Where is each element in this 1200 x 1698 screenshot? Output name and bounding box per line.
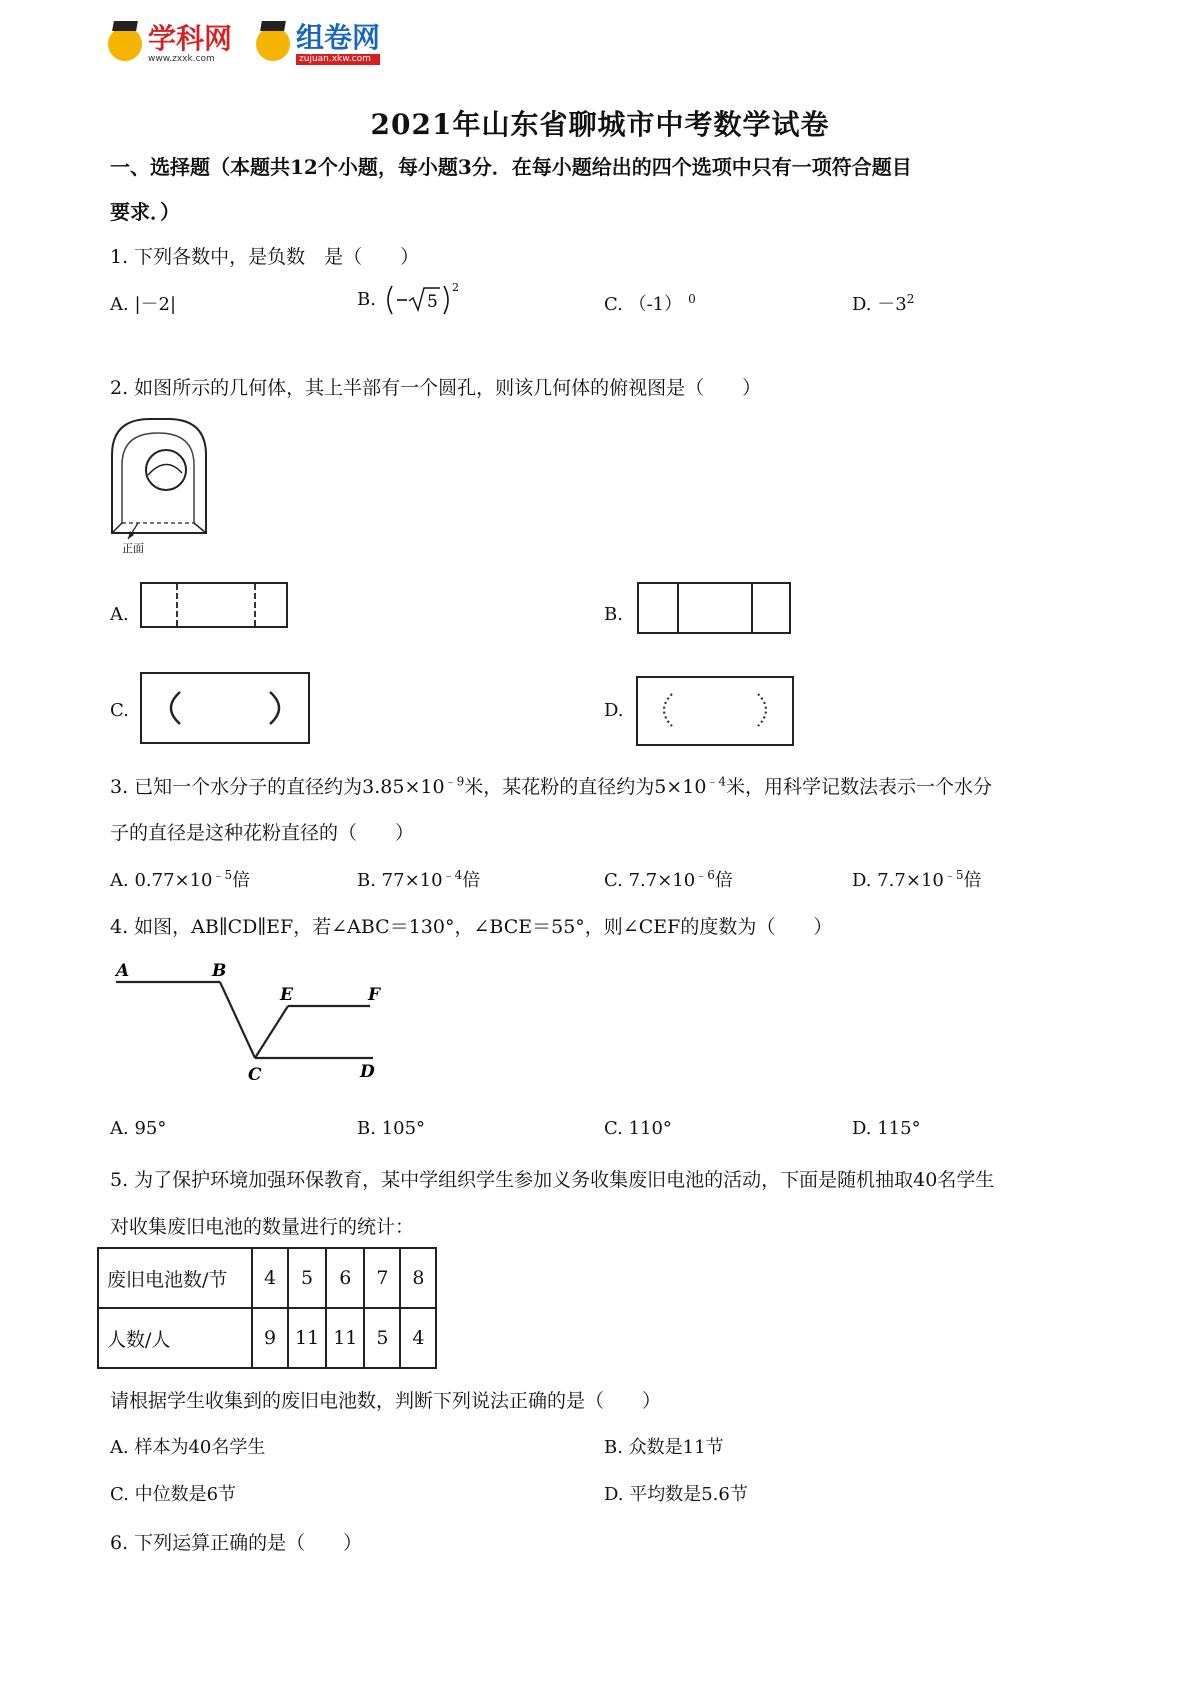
- q3-option-b: [357, 866, 480, 892]
- section-heading-line1: 一、选择题（本题共12个小题，每小题3分．在每小题给出的四个选项中只有一项符合题目: [110, 155, 912, 179]
- table-row: [98, 1308, 436, 1368]
- q2-solid-figure: [108, 415, 218, 555]
- q1-stem: 1. 下列各数中，是负数 是（ ）: [110, 246, 420, 268]
- q3-line2: 子的直径是这种花粉直径的（ ）: [110, 822, 415, 844]
- solid-line: [677, 584, 679, 632]
- q4-option-c: C. 110°: [604, 1118, 672, 1139]
- q4-parallel-lines-figure: [108, 960, 408, 1090]
- q5-option-c: C. 中位数是6节: [110, 1484, 237, 1505]
- q3-option-b-sup: ﹣4: [442, 868, 463, 882]
- logo2-text: 组卷网: [296, 20, 381, 54]
- point-label-d: D: [360, 1062, 375, 1082]
- table-cell: 11: [326, 1308, 364, 1368]
- q3-option-d-end: 倍: [963, 870, 982, 891]
- q5-question: 请根据学生收集到的废旧电池数，判断下列说法正确的是（ ）: [110, 1390, 662, 1412]
- q3-line1-sup1: ﹣9: [444, 774, 465, 789]
- table-cell: 5: [288, 1248, 326, 1308]
- q3-line1-part-b: 米，某花粉的直径约为5×10: [464, 776, 707, 798]
- q3-option-d-text: D. 7.7×10: [852, 870, 944, 891]
- q1-option-a: A. |－2|: [110, 294, 177, 315]
- q1-option-b-label: B.: [357, 289, 376, 310]
- q5-option-d: D. 平均数是5.6节: [604, 1484, 748, 1505]
- zujuanwang-logo: [256, 20, 381, 65]
- dashed-line: [254, 584, 256, 626]
- q3-option-c-text: C. 7.7×10: [604, 870, 696, 891]
- table-cell: 9: [252, 1308, 288, 1368]
- xuekewang-logo: [108, 21, 233, 64]
- page-title: 2021年山东省聊城市中考数学试卷: [370, 108, 830, 141]
- q5-option-b: B. 众数是11节: [604, 1437, 724, 1458]
- neg-sqrt5-squared-formula: [382, 280, 460, 320]
- q3-option-c-end: 倍: [714, 870, 733, 891]
- q1-option-c-text: C. （-1）: [604, 294, 683, 315]
- q4-option-d: D. 115°: [852, 1118, 921, 1139]
- table-row-header: 废旧电池数/节: [98, 1248, 252, 1308]
- q3-line1: [110, 772, 992, 799]
- q1-option-d-sup: 2: [906, 292, 915, 306]
- q3-option-c: [604, 866, 733, 892]
- mascot-icon: [108, 27, 142, 61]
- q5-stats-table: [97, 1247, 437, 1369]
- q2-stem: 2. 如图所示的几何体，其上半部有一个圆孔，则该几何体的俯视图是（ ）: [110, 377, 762, 399]
- q5-line2: 对收集废旧电池的数量进行的统计：: [110, 1216, 415, 1238]
- point-label-c: C: [248, 1065, 262, 1085]
- q1-option-b: [357, 280, 460, 320]
- q2-option-b-figure: [637, 582, 791, 634]
- q4-option-b: B. 105°: [357, 1118, 426, 1139]
- point-label-b: B: [212, 961, 227, 981]
- q2-option-d-figure: [636, 676, 794, 746]
- q3-option-a-text: A. 0.77×10: [110, 870, 213, 891]
- q3-option-c-sup: ﹣6: [695, 868, 715, 882]
- svg-text:5: 5: [426, 292, 438, 312]
- q3-line1-part-c: 米，用科学记数法表示一个水分: [726, 776, 993, 798]
- solid-line: [751, 584, 753, 632]
- q3-option-d: [852, 866, 982, 892]
- q3-line1-sup2: ﹣4: [706, 774, 727, 789]
- point-label-a: A: [116, 961, 130, 981]
- q1-option-d-text: D. －3: [852, 294, 907, 315]
- mascot-icon: [256, 27, 290, 61]
- q5-line1: 5. 为了保护环境加强环保教育，某中学组织学生参加义务收集废旧电池的活动，下面是随机抽取40名学生: [110, 1169, 995, 1191]
- header-logos: [108, 14, 380, 74]
- table-row-header: 人数/人: [98, 1308, 252, 1368]
- q2-option-c-label: C.: [110, 700, 129, 721]
- table-cell: 4: [400, 1308, 436, 1368]
- table-cell: 4: [252, 1248, 288, 1308]
- q3-option-d-sup: ﹣5: [943, 868, 964, 882]
- q1-option-d: [852, 290, 914, 316]
- logo1-sub: www.zxxk.com: [148, 53, 215, 64]
- point-label-f: F: [368, 985, 381, 1005]
- q2-option-b-label: B.: [604, 604, 623, 625]
- q6-stem: 6. 下列运算正确的是（ ）: [110, 1532, 363, 1554]
- q1-option-c: [604, 290, 696, 316]
- table-row: [98, 1248, 436, 1308]
- q1-option-c-sup: 0: [688, 292, 696, 306]
- section-heading-line2: 要求．）: [110, 200, 180, 224]
- q4-stem: 4. 如图，AB∥CD∥EF，若∠ABC＝130°，∠BCE＝55°，则∠CEF的度数为（ ）: [110, 916, 833, 938]
- q2-option-c-figure: [140, 672, 310, 744]
- q2-option-a-label: A.: [110, 604, 129, 625]
- logo1-text: 学科网: [148, 21, 233, 55]
- point-label-e: E: [280, 985, 293, 1005]
- q5-stats-table-wrap: [97, 1247, 437, 1369]
- table-cell: 6: [326, 1248, 364, 1308]
- svg-text:2: 2: [451, 281, 459, 294]
- q4-option-a: A. 95°: [110, 1118, 167, 1139]
- q2-option-d-label: D.: [604, 700, 624, 721]
- q3-option-b-end: 倍: [462, 870, 481, 891]
- logo2-sub: zujuan.xkw.com: [296, 54, 380, 65]
- table-cell: 5: [364, 1308, 400, 1368]
- q5-option-a: A. 样本为40名学生: [110, 1437, 266, 1458]
- dashed-line: [176, 584, 178, 626]
- q3-line1-part-a: 3. 已知一个水分子的直径约为3.85×10: [110, 776, 445, 798]
- q2-option-a-figure: [140, 582, 288, 628]
- q3-option-b-text: B. 77×10: [357, 870, 443, 891]
- figure-front-label: 正面: [122, 542, 144, 555]
- table-cell: 8: [400, 1248, 436, 1308]
- q3-option-a: [110, 866, 250, 892]
- q3-option-a-end: 倍: [232, 870, 251, 891]
- table-cell: 7: [364, 1248, 400, 1308]
- q3-option-a-sup: ﹣5: [212, 868, 233, 882]
- table-cell: 11: [288, 1308, 326, 1368]
